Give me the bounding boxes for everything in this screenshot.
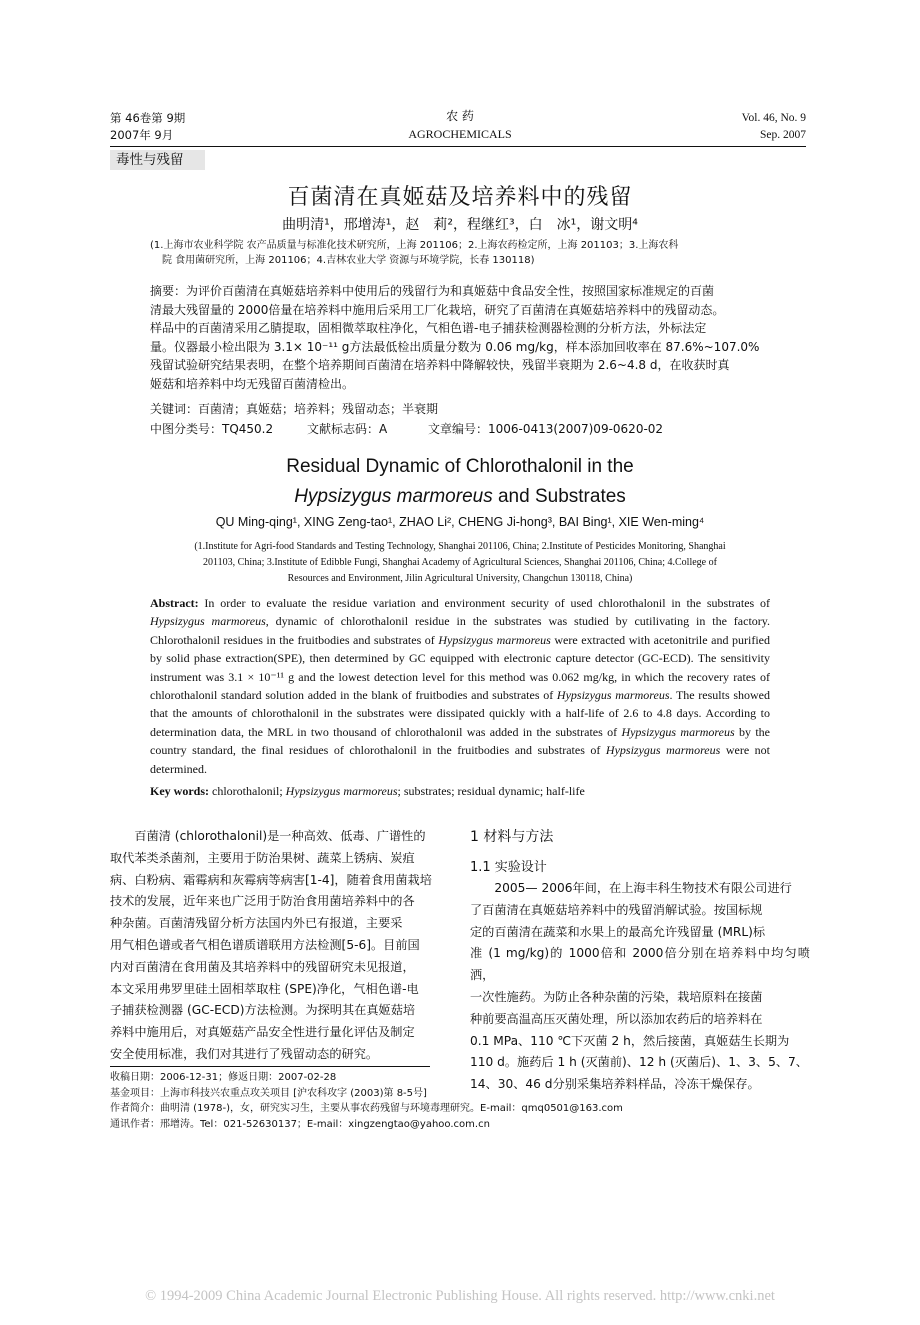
keywords-en-species: Hypsizygus marmoreus [285,784,398,798]
body-left-column [110,826,450,1066]
keywords-en-text: chlorothalonil; [209,784,286,798]
footnote-funding: 基金项目：上海市科技兴农重点攻关项目 [沪农科攻字 (2003)第 8-5号] [110,1087,427,1099]
header-volume-cn: 第 46卷第 9期 [110,111,186,125]
body-line: 2005— 2006年间，在上海丰科生物技术有限公司进行 [470,881,792,895]
abstract-en-species: Hypsizygus marmoreus [438,632,551,647]
title-cn: 百菌清在真姬菇及培养料中的残留 [287,185,633,210]
affiliation-en-line: (1.Institute for Agri-food Standards and Testing Technology, Shanghai 201106, China; 2.Institute of Pesticides Monitoring, Shanghai [194,541,726,552]
header-journal-cn: 农 药 [446,109,474,123]
affiliation-en-line: 201103, China; 3.Institute of Edibble Fungi, Shanghai Academy of Agricultural Sciences, Shanghai 201106, China; 4.College of [203,557,717,568]
footnote-author: 作者简介：曲明清 (1978-)，女，研究实习生，主要从事农药残留与环境毒理研究。E-mail：qmq0501@163.com [110,1103,623,1114]
title-en [0,452,920,512]
footnote-rule [110,1066,430,1067]
header-volume-en: Vol. 46, No. 9 [741,112,806,124]
subsection-heading-design: 1.1 实验设计 [470,860,547,875]
keywords-en-label: Key words: [150,784,209,798]
header-date-cn: 2007年 9月 [110,128,174,142]
authors-en: QU Ming-qing¹, XING Zeng-tao¹, ZHAO Li², CHENG Ji-hong³, BAI Bing¹, XIE Wen-ming⁴ [215,515,705,529]
body-line: 110 d。施药后 1 h (灭菌前)、12 h (灭菌后)、1、3、5、7、 [470,1055,808,1070]
abstract-cn-line: 样品中的百菌清采用乙腈提取，固相微萃取柱净化，气相色谱-电子捕获检测器检测的分析方法，外标法定 [150,321,707,336]
keywords-en-text: ; substrates; residual dynamic; half-life [397,784,585,798]
abstract-cn-line: 残留试验研究结果表明，在整个培养期间百菌清在培养料中降解较快，残留半衰期为 2.6~4.8 d，在收获时真 [150,358,730,373]
body-line: 病、白粉病、霜霉病和灰霉病等病害[1-4]，随着食用菌栽培 [110,872,432,887]
section-tag: 毒性与残留 [110,150,205,170]
body-line: 14、30、46 d分别采集培养料样品，冷冻干燥保存。 [470,1077,760,1092]
footnotes-block [110,1070,810,1132]
classification-article-no: 文章编号：1006-0413(2007)09-0620-02 [428,422,664,436]
abstract-en-species: Hypsizygus marmoreus [150,614,266,629]
affiliation-en [150,539,770,587]
abstract-en-text: , dynamic of chlorothalonil residue in the substrates was studied by cutilivating in the factory. Chlorothalonil residues in the fruitbodies and substrates of [150,614,770,647]
body-line: 用气相色谱或者气相色谱质谱联用方法检测[5-6]。目前国 [110,937,420,952]
abstract-en-species: Hypsizygus marmoreus [621,724,735,739]
affiliation-cn-line: 院 食用菌研究所，上海 201106；4.吉林农业大学 资源与环境学院，长春 130118) [162,255,535,266]
title-en-line1: Residual Dynamic of Chlorothalonil in the [286,456,634,477]
affiliation-cn [150,238,790,268]
abstract-en-text: by the country standard, the final residues of chlorothalonil in the fruitbodies and substrates of [150,724,770,758]
title-en-line2 [0,482,920,512]
footnote-corresponding: 通讯作者：邢增涛。Tel：021-52630137；E-mail：xingzengtao@yahoo.com.cn [110,1118,490,1130]
keywords-en [150,782,770,800]
abstract-cn-line: 清最大残留量的 2000倍量在培养料中施用后采用工厂化栽培，研究了百菌清在真姬菇培养料中的残留动态。 [150,302,725,317]
body-line: 子捕获检测器 (GC-ECD)方法检测。为探明其在真姬菇培 [110,1003,416,1018]
body-line: 本文采用弗罗里硅土固相萃取柱 (SPE)净化，气相色谱-电 [110,981,419,996]
body-line: 准 (1 mg/kg)的 1000倍和 2000倍分别在培养料中均匀喷洒， [470,946,810,983]
affiliation-en-line: Resources and Environment, Jilin Agricultural University, Changchun 130118, China) [287,573,633,584]
abstract-cn [150,282,790,394]
body-line: 种前要高温高压灭菌处理，所以添加农药后的培养料在 [470,1011,763,1026]
abstract-cn-line: 量。仪器最小检出限为 3.1× 10⁻¹¹ g方法最低检出质量分数为 0.06 mg/kg，样本添加回收率在 87.6%~107.0% [150,339,760,354]
abstract-en-text: . The results showed that the amounts of chlorothalonil in the substrates were dissipated quickly with a half-life of 2.6 to 4.8 days. According to determination data, the MRL in two thousand of chlorothalonil was added in the substrates of [150,688,770,739]
header-rule [110,146,806,147]
body-line: 养料中施用后，对真姬菇产品安全性进行量化评估及制定 [110,1025,415,1040]
body-right-column [470,878,810,1096]
body-line: 取代苯类杀菌剂，主要用于防治果树、蔬菜上锈病、炭疽 [110,850,415,865]
abstract-cn-line: 摘要：为评价百菌清在真姬菇培养料中使用后的残留行为和真姬菇中食品安全性，按照国家标准规定的百菌 [150,284,715,298]
footnote-received: 收稿日期：2006-12-31；修返日期：2007-02-28 [110,1072,337,1083]
abstract-en-text: In order to evaluate the residue variation and environment security of used chlorothalonil in the substrates of [198,596,770,610]
body-line: 一次性施药。为防止各种杂菌的污染，栽培原料在接菌 [470,989,763,1004]
abstract-cn-line: 姬菇和培养料中均无残留百菌清检出。 [150,376,355,391]
body-line: 安全使用标准，我们对其进行了残留动态的研究。 [110,1046,379,1061]
body-line: 内对百菌清在食用菌及其培养料中的残留研究未见报道， [110,959,415,974]
body-line: 技术的发展，近年来也广泛用于防治食用菌培养料中的各 [110,894,415,909]
abstract-en-species: Hypsizygus marmoreus [556,688,670,703]
body-line: 百菌清 (chlorothalonil)是一种高效、低毒、广谱性的 [110,829,426,843]
classification-doc-code: 文献标志码：A [307,422,388,436]
abstract-en [150,594,770,778]
affiliation-cn-line: (1.上海市农业科学院 农产品质量与标准化技术研究所，上海 201106；2.上海农药检定所，上海 201103；3.上海农科 [150,240,679,251]
body-line: 了百菌清在真姬菇培养料中的残留消解试验。按国标规 [470,902,763,917]
section-heading-materials: 1 材料与方法 [470,829,554,845]
title-en-species: Hypsizygus marmoreus [294,486,493,507]
copyright-notice: © 1994-2009 China Academic Journal Electronic Publishing House. All rights reserved. http://www.cnki.net [145,1288,775,1304]
body-line: 定的百菌清在蔬菜和水果上的最高允许残留量 (MRL)标 [470,924,766,939]
classification-clc: 中图分类号：TQ450.2 [150,422,274,436]
authors-cn: 曲明清¹，邢增涛¹，赵 莉²，程继红³，白 冰¹，谢文明⁴ [282,217,638,233]
header-date-en: Sep. 2007 [760,129,806,141]
title-en-rest: and Substrates [492,486,626,507]
body-line: 0.1 MPa、110 ℃下灭菌 2 h，然后接菌，真姬菇生长期为 [470,1033,790,1048]
keywords-cn: 关键词：百菌清；真姬菇；培养料；残留动态；半衰期 [150,402,439,416]
abstract-en-label: Abstract: [150,596,199,610]
header-journal-en: AGROCHEMICALS [408,127,512,141]
abstract-en-species: Hypsizygus marmoreus [605,743,721,758]
abstract-en-text: were not determined. [150,743,770,776]
body-line: 种杂菌。百菌清残留分析方法国内外已有报道，主要采 [110,916,403,931]
abstract-en-text: were extracted with acetonitrile and purified by solid phase extraction(SPE), then determined by GC equipped with electronic capture detector (GC-ECD). The sensitivity instrument was 3.1 × 10⁻¹¹ g and the lowest detection level for this method was 0.062 mg/kg, in which the recovery rates of chlorothalonil standard solution added in the blank of fruitbodies and substrates of [150,632,770,703]
